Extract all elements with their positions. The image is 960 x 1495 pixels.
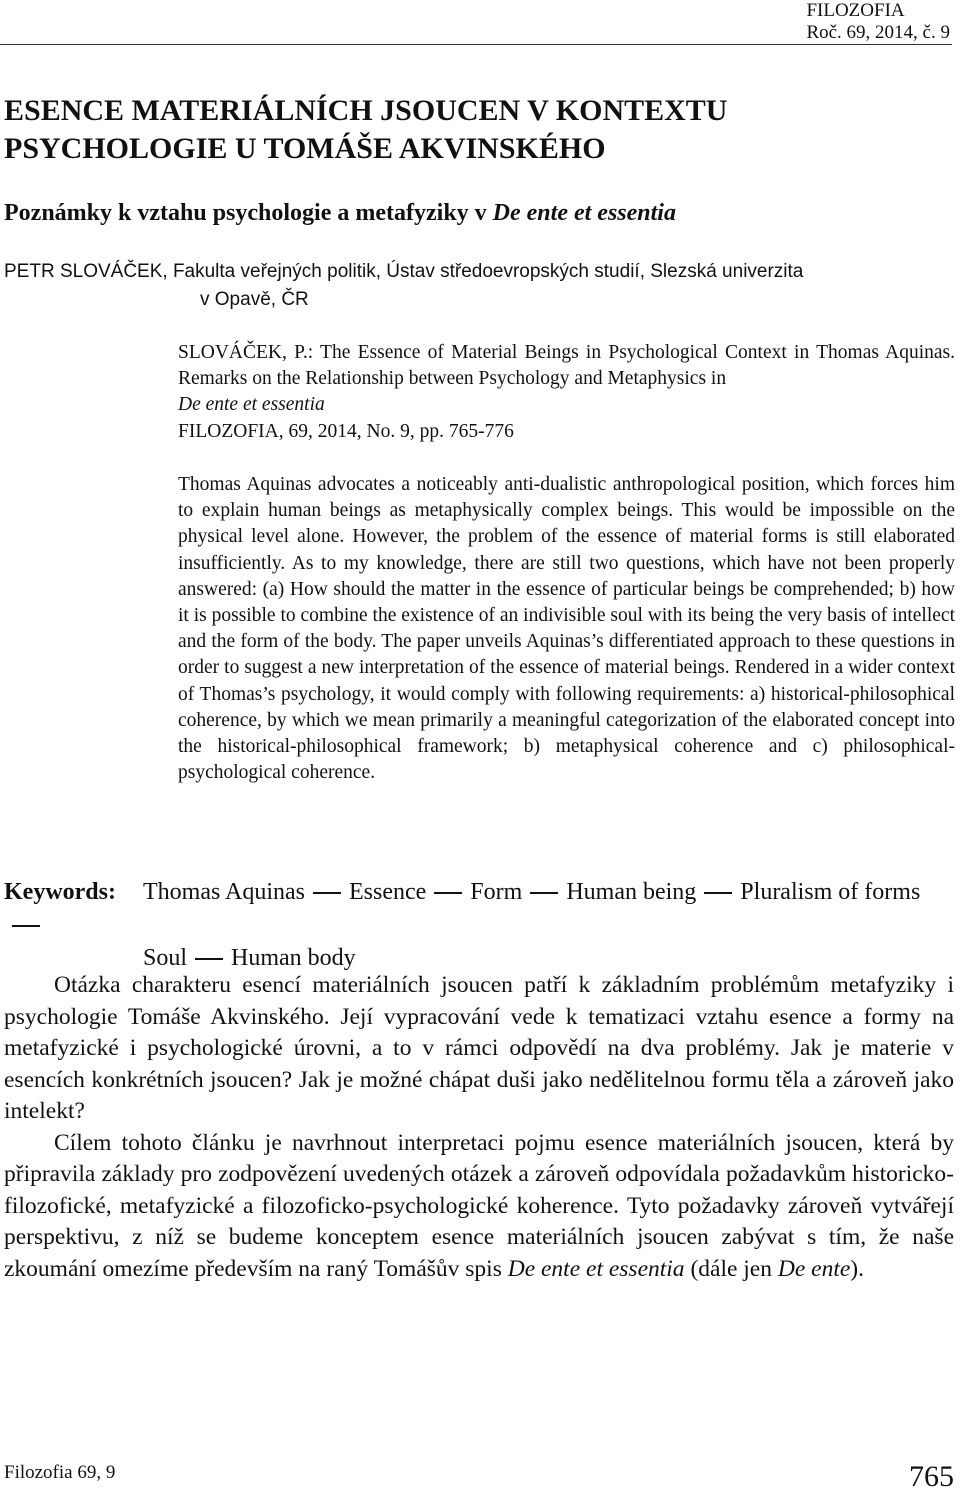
dash-separator — [12, 925, 40, 927]
citation-line-1: SLOVÁČEK, P.: The Essence of Material Beings in Psychological Context in Thomas Aquinas. Remarks on the Relationship between Psychology and Metaphysics in — [178, 342, 955, 390]
abstract-text: Thomas Aquinas advocates a noticeably anti-dualistic anthropological position, which forces him to explain human beings as metaphysically complex beings. This would be impossible on the physical level alone. However, the problem of the essence of material forms is still elaborated insufficiently. As to my knowledge, there are still two questions, which have not been properly answered: (a) How should the matter in the essence of particular beings be comprehended; b) how it is possible to combine the existence of an indivisible soul with its being the very basis of intellect and the form of the body. The paper unveils Aquinas’s differentiated approach to these questions in order to suggest a new interpretation of the essence of material beings. Rendered in a wider context of Thomas’s psychology, it would comply with following requirements: a) historical-philosophical coherence, by which we mean primarily a meaningful categorization of the elaborated concept into the historical-philosophical framework; b) metaphysical coherence and c) philosophical-psychological coherence. — [178, 474, 955, 784]
author-line-1: PETR SLOVÁČEK, Fakulta veřejných politik, Ústav středoevropských studií, Slezská univerzita — [4, 261, 804, 282]
journal-issue: Roč. 69, 2014, č. 9 — [806, 22, 950, 43]
journal-header — [806, 0, 950, 44]
author-line-2: v Opavě, ČR — [200, 289, 309, 310]
body-paragraph-1: Otázka charakteru esencí materiálních jsoucen patří k základním problémům metafyziky i psychologie Tomáše Akvinského. Její vypracování vede k tematizaci vztahu esence a formy na metafyzické i psychologické úrovni, a to v rámci odpovědí na dva problémy. Jak je materie v esencích konkrétních jsoucen? Jak je možné chápat duši jako nedělitelnou formu těla a zároveň jako intelekt? — [4, 972, 954, 1124]
author-affiliation — [4, 258, 904, 314]
subtitle-italic: De ente et essentia — [492, 200, 676, 226]
article-subtitle — [4, 198, 944, 228]
keyword-item: Soul — [143, 945, 188, 971]
keyword-item: Thomas Aquinas — [143, 879, 305, 905]
keyword-item: Essence — [349, 879, 427, 905]
header-divider — [0, 44, 952, 45]
citation-line-3: FILOZOFIA, 69, 2014, No. 9, pp. 765-776 — [178, 420, 514, 442]
journal-name: FILOZOFIA — [806, 0, 905, 21]
page-number: 765 — [909, 1460, 954, 1493]
citation — [178, 340, 955, 445]
abstract — [178, 472, 955, 786]
article-title — [4, 92, 944, 168]
keywords-label: Keywords: — [4, 879, 116, 905]
subtitle-text: Poznámky k vztahu psychologie a metafyziky v — [4, 200, 493, 226]
dash-separator — [313, 892, 341, 894]
keyword-item: Pluralism of forms — [740, 879, 921, 905]
body-text — [4, 970, 954, 1285]
keyword-item: Human being — [566, 879, 697, 905]
dash-separator — [195, 958, 223, 960]
title-line-1: ESENCE MATERIÁLNÍCH JSOUCEN V KONTEXTU — [4, 94, 728, 127]
footer-journal: Filozofia 69, 9 — [4, 1462, 116, 1483]
dash-separator — [530, 892, 558, 894]
keyword-item: Form — [470, 879, 523, 905]
keywords — [4, 876, 956, 975]
dash-separator — [434, 892, 462, 894]
citation-italic: De ente et essentia — [178, 394, 325, 416]
body-paragraph-2: Cílem tohoto článku je navrhnout interpretaci pojmu esence materiálních jsoucen, která by připravila základy pro zodpovězení uvedených otázek a zároveň odpovídala požadavkům historicko-filozofické, metafyzické a filozoficko-psychologické koherence. Tyto požadavky zároveň vytvářejí perspektivu, z níž se budeme konceptem esence materiálních jsoucen zabývat s tím, že naše zkoumání omezíme především na raný Tomášův spis De ente et essentia (dále jen De ente). — [4, 1129, 954, 1282]
keyword-item: Human body — [231, 945, 356, 971]
dash-separator — [704, 892, 732, 894]
title-line-2: PSYCHOLOGIE U TOMÁŠE AKVINSKÉHO — [4, 132, 606, 165]
